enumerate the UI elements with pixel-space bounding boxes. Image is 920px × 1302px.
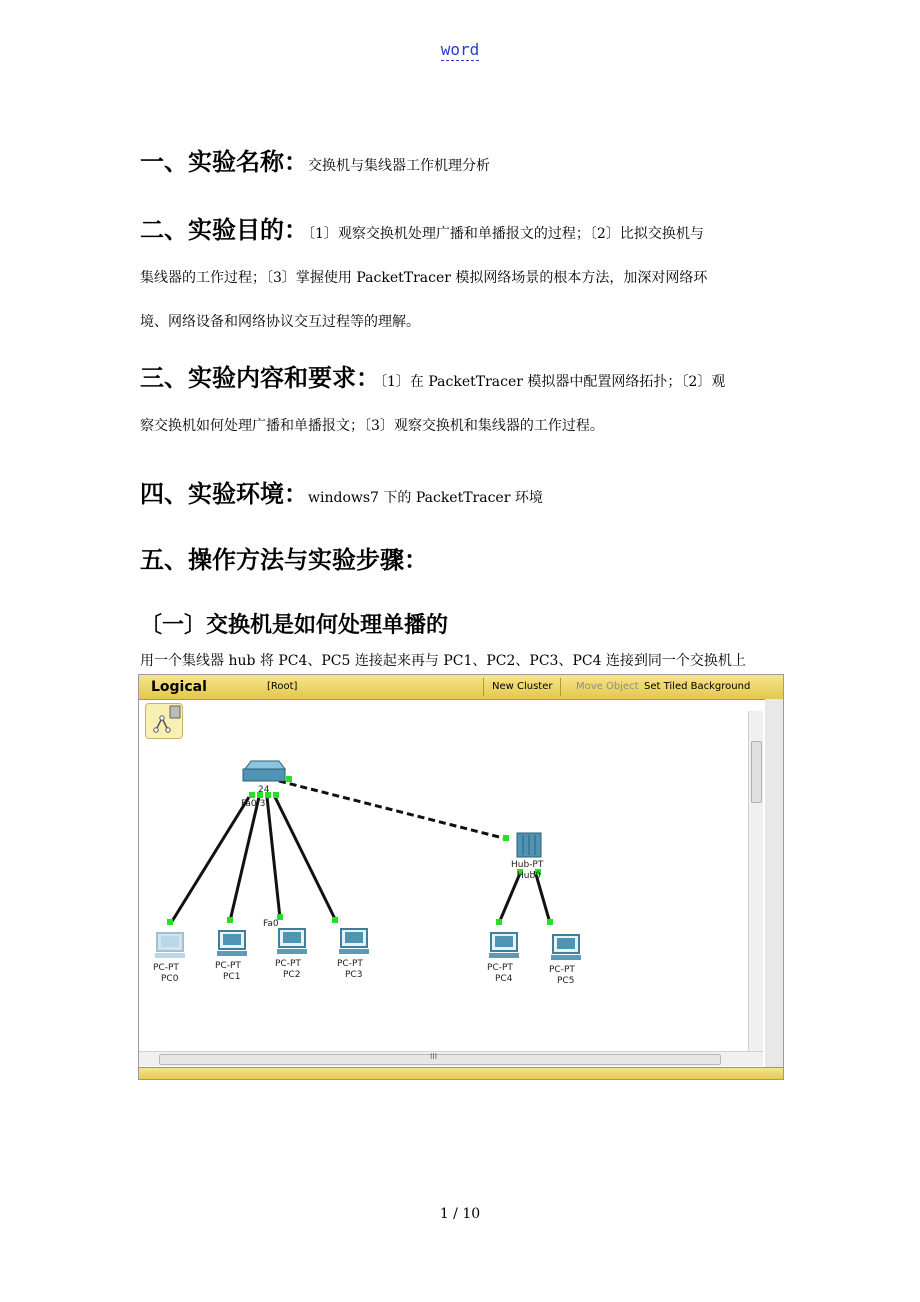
header-word-text[interactable]: word <box>440 40 480 59</box>
pc-screen <box>557 938 575 949</box>
link-switch-pc0 <box>171 797 249 923</box>
pc-base <box>155 953 185 958</box>
pc-type-label: PC-PT <box>337 959 363 969</box>
pc-pc0[interactable] <box>153 933 185 984</box>
pc-pc3[interactable] <box>337 929 369 980</box>
pc-name-label: PC0 <box>161 974 179 984</box>
pc-name-label: PC3 <box>345 970 363 980</box>
link-switch-pc2 <box>267 797 280 918</box>
pc-type-label: PC-PT <box>487 963 513 973</box>
section-title: 四、实验环境： <box>140 480 308 508</box>
switch-label: 24 <box>258 785 270 795</box>
section-experiment-content <box>140 356 782 448</box>
pt-horizontal-scrollbar[interactable] <box>139 1051 763 1066</box>
pc-pc1[interactable] <box>215 931 247 982</box>
pc-pc4[interactable] <box>487 933 519 984</box>
pc-pc2[interactable] <box>275 929 307 980</box>
pc2-port-label: Fa0 <box>263 919 279 929</box>
pc-screen <box>283 932 301 943</box>
section-text-line: 境、网络设备和网络协议交互过程等的理解。 <box>140 314 420 330</box>
section-experiment-environment <box>140 474 782 509</box>
section-text-line: 集线器的工作过程；〔3〕掌握使用 PacketTracer 模拟网络场景的根本方法，加深对网络环 <box>140 270 708 286</box>
link-light <box>332 917 338 923</box>
pc-type-label: PC-PT <box>275 959 301 969</box>
subsection-title: 〔一〕交换机是如何处理单播的 <box>140 613 449 638</box>
packet-tracer-screenshot <box>138 674 784 1080</box>
pc-base <box>551 955 581 960</box>
section-text-line: 〔1〕在 PacketTracer 模拟器中配置网络拓扑；〔2〕观 <box>380 374 726 390</box>
section-steps-title: 五、操作方法与实验步骤： <box>140 546 428 574</box>
pt-horizontal-scroll-thumb[interactable] <box>159 1054 721 1065</box>
pc-screen <box>495 936 513 947</box>
header-word-link[interactable] <box>0 40 920 59</box>
hub-device[interactable] <box>511 833 544 881</box>
pc-base <box>217 951 247 956</box>
pt-vertical-scrollbar[interactable] <box>748 711 763 1053</box>
pt-right-panel <box>765 699 783 1079</box>
page-number: 1 / 10 <box>439 1206 481 1222</box>
subsection-text: 用一个集线器 hub 将 PC4、PC5 连接起来再与 PC1、PC2、PC3、PC4 连接到同一个交换机上 <box>140 653 746 669</box>
pt-topology-canvas <box>139 675 783 1079</box>
pt-root-label[interactable]: [Root] <box>267 681 298 692</box>
link-light <box>167 919 173 925</box>
link-light <box>496 919 502 925</box>
link-switch-pc1 <box>230 797 259 921</box>
pc-base <box>277 949 307 954</box>
link-switch-pc3 <box>275 797 336 921</box>
section-title: 三、实验内容和要求： <box>140 364 380 392</box>
pc-type-label: PC-PT <box>153 963 179 973</box>
pt-logical-label[interactable]: Logical <box>151 679 207 695</box>
link-lights <box>167 776 553 925</box>
hub-name-label: Hub0 <box>517 871 541 881</box>
link-light <box>249 792 255 798</box>
section-text-line: 〔1〕观察交换机处理广播和单播报文的过程；〔2〕比拟交换机与 <box>308 226 704 242</box>
pc-type-label: PC-PT <box>215 961 241 971</box>
pc-pc5[interactable] <box>549 935 581 986</box>
link-light <box>503 835 509 841</box>
pc-name-label: PC1 <box>223 972 241 982</box>
section-title: 二、实验目的： <box>140 216 308 244</box>
link-light <box>547 919 553 925</box>
pc-base <box>339 949 369 954</box>
section-text-line: 察交换机如何处理广播和单播报文；〔3〕观察交换机和集线器的工作过程。 <box>140 418 604 434</box>
pt-status-bar <box>139 1067 783 1080</box>
pt-set-tiled-background-button[interactable]: Set Tiled Background <box>644 681 751 692</box>
pt-move-object-button[interactable]: Move Object <box>576 681 639 692</box>
switch-port-label: Fa0/3 <box>241 799 266 809</box>
section-experiment-name <box>140 142 782 177</box>
pc-group <box>153 929 581 986</box>
pc-name-label: PC2 <box>283 970 301 980</box>
link-light <box>286 776 292 782</box>
section-experiment-purpose <box>140 208 782 344</box>
link-light <box>273 792 279 798</box>
pc-screen <box>161 936 179 947</box>
section-text: windows7 下的 PacketTracer 环境 <box>308 490 543 506</box>
pc-base <box>489 953 519 958</box>
pt-scroll-grip: III <box>430 1052 438 1061</box>
pt-vertical-scroll-thumb[interactable] <box>751 741 762 803</box>
link-switch-hub <box>279 781 507 839</box>
pc-screen <box>223 934 241 945</box>
hub-type-label: Hub-PT <box>511 860 544 870</box>
pt-new-cluster-button[interactable]: New Cluster <box>483 678 561 696</box>
link-light <box>227 917 233 923</box>
pc-name-label: PC4 <box>495 974 513 984</box>
pc-type-label: PC-PT <box>549 965 575 975</box>
section-title: 一、实验名称： <box>140 148 308 176</box>
pc-name-label: PC5 <box>557 976 575 986</box>
pc-screen <box>345 932 363 943</box>
section-text: 交换机与集线器工作机理分析 <box>308 158 490 174</box>
